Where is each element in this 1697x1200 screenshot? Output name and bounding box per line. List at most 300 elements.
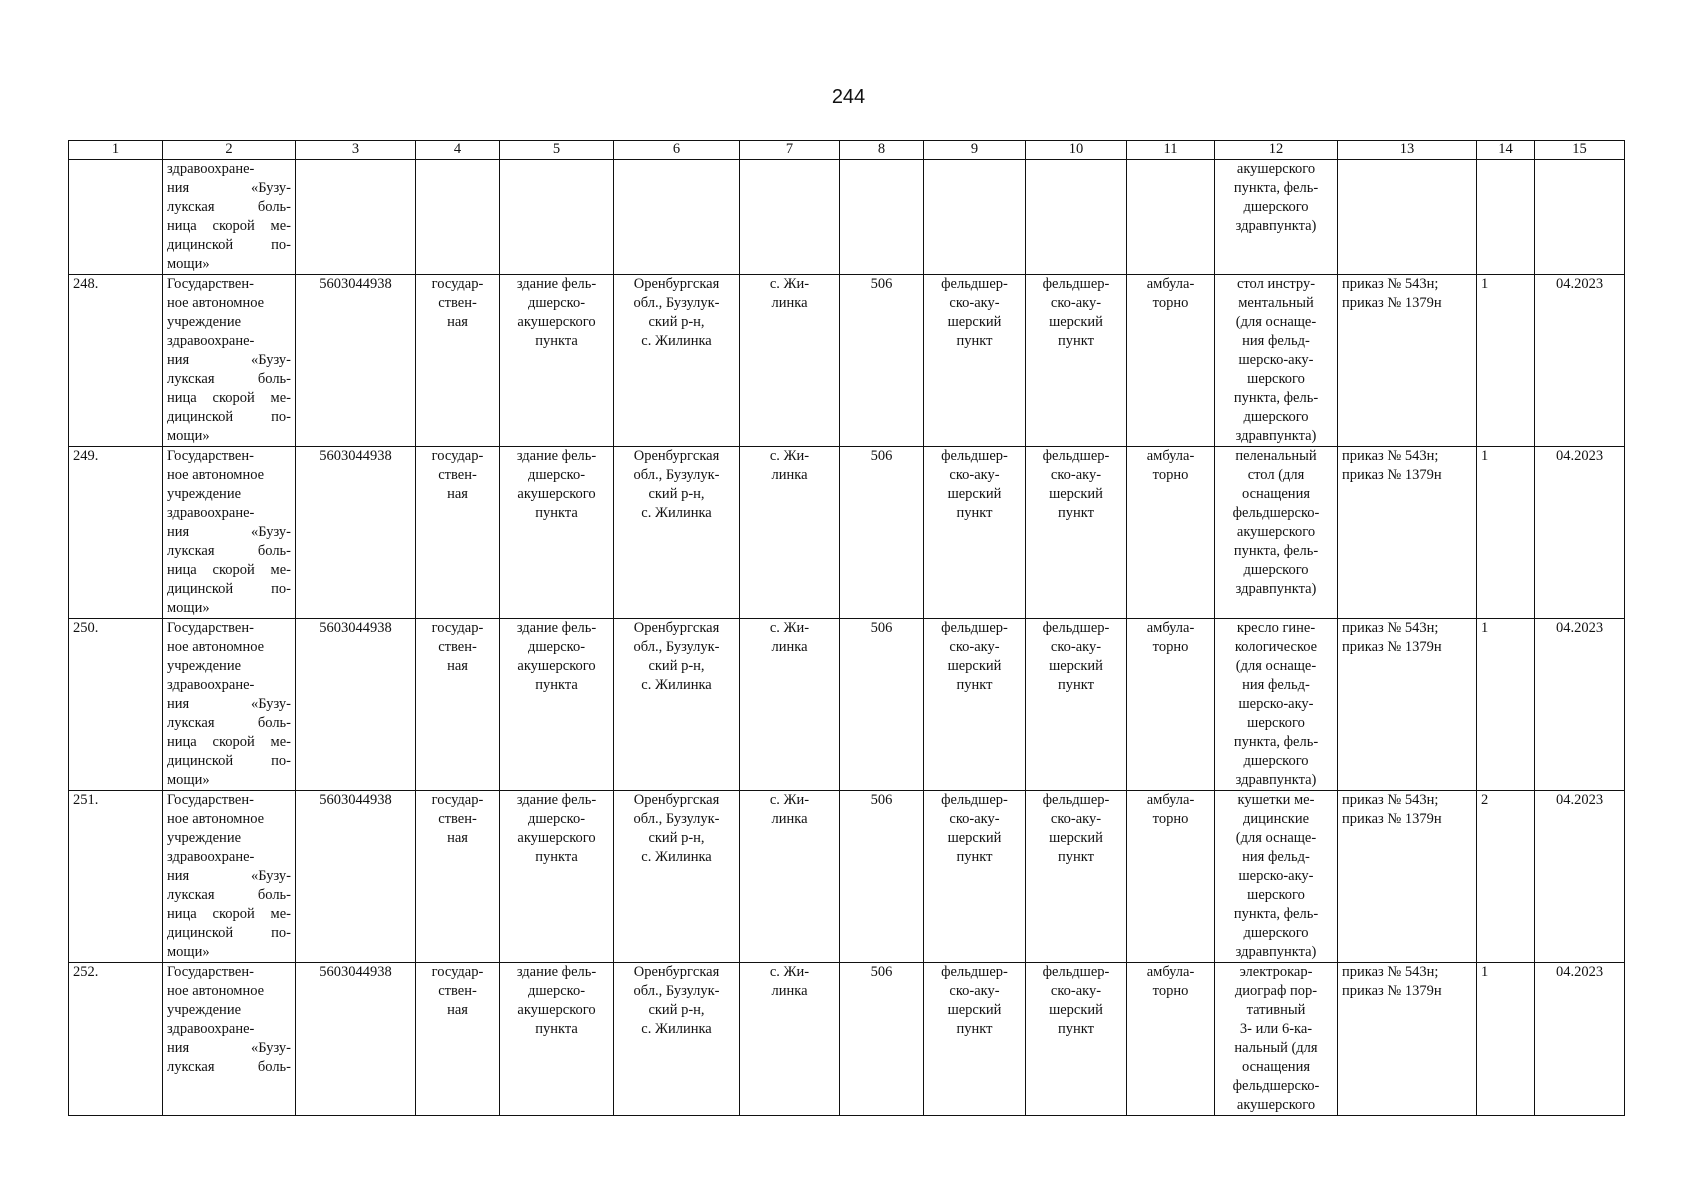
cell-line: с. Жи- <box>769 964 810 980</box>
cell-line: ский р-н, <box>648 1002 705 1018</box>
cell-line: нальный (для <box>1234 1040 1318 1056</box>
cell-line: шерский <box>1049 658 1103 674</box>
column-header-8: 8 <box>840 141 924 160</box>
cell-line: Государствен- <box>167 964 254 980</box>
cell-line: ско-аку- <box>1050 467 1102 483</box>
cell-equipment <box>1215 619 1338 791</box>
cell-line: дшерско- <box>527 295 586 311</box>
cell-line: амбула- <box>1146 448 1195 464</box>
cell-line: пункта, фель- <box>1233 543 1319 559</box>
cell-line: пункт <box>1058 677 1094 693</box>
cell-line: кушетки ме- <box>1237 792 1315 808</box>
cell-line: дшерско- <box>527 811 586 827</box>
cell-line: стол инстру- <box>1236 276 1316 292</box>
cell-line: дшерского <box>1243 562 1309 578</box>
cell-num: 251. <box>69 791 163 963</box>
cell-line: пункта <box>535 849 578 865</box>
cell-line: ско-аку- <box>1050 811 1102 827</box>
column-header-11: 11 <box>1127 141 1215 160</box>
cell-object <box>500 791 614 963</box>
cell-line: лукская боль- <box>167 715 291 731</box>
cell-org <box>163 963 296 1116</box>
column-header-14: 14 <box>1477 141 1535 160</box>
column-header-3: 3 <box>296 141 416 160</box>
cell-object <box>500 160 614 275</box>
table-body <box>69 160 1625 1116</box>
table-row <box>69 963 1625 1116</box>
cell-line: здание фель- <box>516 792 597 808</box>
cell-line: государ- <box>431 792 484 808</box>
table-row <box>69 275 1625 447</box>
cell-line: дшерско- <box>527 983 586 999</box>
cell-line: Оренбургская <box>633 964 720 980</box>
cell-line: линка <box>771 467 808 483</box>
cell-qty: 2 <box>1477 791 1535 963</box>
cell-line: акушерского <box>1236 524 1316 540</box>
cell-line: ния фельд- <box>1242 677 1310 693</box>
cell-settlement <box>740 791 840 963</box>
cell-line: пункта, фель- <box>1233 734 1319 750</box>
cell-line: дицинской по- <box>167 581 291 597</box>
cell-line: Оренбургская <box>633 448 720 464</box>
cell-address <box>614 619 740 791</box>
cell-line: фельдшер- <box>941 448 1008 464</box>
cell-line: амбула- <box>1146 276 1195 292</box>
cell-basis <box>1338 619 1477 791</box>
cell-line: торно <box>1152 467 1189 483</box>
cell-line: пункт <box>1058 849 1094 865</box>
cell-line: оснащения <box>1241 486 1311 502</box>
cell-line: мощи» <box>167 256 210 272</box>
cell-line: шерский <box>947 314 1002 330</box>
table-row <box>69 447 1625 619</box>
column-header-10: 10 <box>1026 141 1127 160</box>
cell-type2 <box>1026 791 1127 963</box>
cell-line: с. Жилинка <box>641 333 712 349</box>
cell-line: здравоохране- <box>167 505 255 521</box>
cell-qty: 1 <box>1477 619 1535 791</box>
cell-type2 <box>1026 963 1127 1116</box>
cell-line: с. Жи- <box>769 276 810 292</box>
cell-line: пункт <box>1058 505 1094 521</box>
cell-line: дицинской по- <box>167 409 291 425</box>
cell-line: государ- <box>431 276 484 292</box>
cell-line: ная <box>447 486 468 502</box>
cell-line: шерско-аку- <box>1238 868 1314 884</box>
cell-line: с. Жилинка <box>641 505 712 521</box>
cell-line: ница скорой ме- <box>167 390 291 406</box>
cell-ownership <box>416 275 500 447</box>
column-number-row <box>69 141 1625 160</box>
cell-settlement <box>740 160 840 275</box>
cell-inn: 5603044938 <box>296 791 416 963</box>
cell-basis <box>1338 791 1477 963</box>
column-header-15: 15 <box>1535 141 1625 160</box>
cell-line: здравпункта) <box>1235 772 1317 788</box>
cell-line: лукская боль- <box>167 371 291 387</box>
cell-type1 <box>924 619 1026 791</box>
cell-qty: 1 <box>1477 447 1535 619</box>
cell-line: ствен- <box>438 811 477 827</box>
cell-line: шерский <box>1049 1002 1103 1018</box>
table-row <box>69 791 1625 963</box>
cell-num <box>69 160 163 275</box>
cell-line: учреждение <box>167 1002 242 1018</box>
cell-line: ствен- <box>438 295 477 311</box>
cell-org <box>163 160 296 275</box>
column-header-2: 2 <box>163 141 296 160</box>
cell-org <box>163 791 296 963</box>
cell-line: фельдшер- <box>941 964 1008 980</box>
cell-line: учреждение <box>167 658 242 674</box>
cell-line: Государствен- <box>167 792 254 808</box>
cell-care <box>1127 275 1215 447</box>
cell-line: с. Жи- <box>769 792 810 808</box>
cell-line: ский р-н, <box>648 314 705 330</box>
cell-line: здравпункта) <box>1235 428 1317 444</box>
cell-line: обл., Бузулук- <box>633 639 720 655</box>
cell-code: 506 <box>840 791 924 963</box>
cell-type1 <box>924 275 1026 447</box>
cell-line: ное автономное <box>167 467 265 483</box>
cell-line: ско-аку- <box>949 295 1000 311</box>
cell-line: ная <box>447 314 468 330</box>
cell-inn <box>296 160 416 275</box>
cell-line: ско-аку- <box>1050 983 1102 999</box>
cell-line: ния «Бузу- <box>167 1040 291 1056</box>
cell-line: акушерского <box>517 830 596 846</box>
cell-line: пункт <box>956 677 993 693</box>
cell-line: здание фель- <box>516 964 597 980</box>
cell-line: фельдшер- <box>1042 792 1110 808</box>
cell-line: ное автономное <box>167 639 265 655</box>
cell-type2 <box>1026 447 1127 619</box>
cell-line: шерского <box>1247 371 1305 387</box>
cell-line: ско-аку- <box>949 639 1000 655</box>
cell-line: линка <box>771 811 808 827</box>
cell-line: акушерского <box>517 486 596 502</box>
cell-line: 3- или 6-ка- <box>1239 1021 1313 1037</box>
cell-line: обл., Бузулук- <box>633 811 720 827</box>
cell-address <box>614 160 740 275</box>
cell-line: ский р-н, <box>648 658 705 674</box>
cell-line: пункта <box>535 677 578 693</box>
cell-line: (для оснаще- <box>1235 830 1317 846</box>
cell-line: Государствен- <box>167 448 254 464</box>
cell-line: ментальный <box>1238 295 1314 311</box>
cell-equipment <box>1215 160 1338 275</box>
cell-line: учреждение <box>167 486 242 502</box>
cell-line: ствен- <box>438 639 477 655</box>
cell-line: здравпункта) <box>1235 218 1317 234</box>
cell-type2 <box>1026 160 1127 275</box>
cell-line: шерский <box>947 1002 1002 1018</box>
cell-line: мощи» <box>167 600 210 616</box>
cell-ownership <box>416 160 500 275</box>
cell-line: акушерского <box>1236 1097 1316 1113</box>
cell-line: тативный <box>1246 1002 1306 1018</box>
cell-line: приказ № 1379н <box>1342 811 1442 827</box>
cell-line: пункт <box>1058 333 1094 349</box>
cell-line: пункт <box>956 505 993 521</box>
cell-type2 <box>1026 619 1127 791</box>
cell-settlement <box>740 619 840 791</box>
cell-line: ско-аку- <box>949 811 1000 827</box>
cell-line: Оренбургская <box>633 276 720 292</box>
cell-basis <box>1338 447 1477 619</box>
cell-line: ния фельд- <box>1242 333 1310 349</box>
cell-line: ния «Бузу- <box>167 696 291 712</box>
cell-inn: 5603044938 <box>296 447 416 619</box>
cell-care <box>1127 963 1215 1116</box>
cell-basis <box>1338 963 1477 1116</box>
cell-qty: 1 <box>1477 963 1535 1116</box>
cell-object <box>500 619 614 791</box>
cell-line: приказ № 543н; <box>1342 620 1439 636</box>
cell-line: здравоохране- <box>167 677 255 693</box>
cell-type1 <box>924 963 1026 1116</box>
cell-settlement <box>740 963 840 1116</box>
cell-line: приказ № 1379н <box>1342 983 1442 999</box>
cell-line: пункта, фель- <box>1233 390 1319 406</box>
cell-line: фельдшер- <box>941 276 1008 292</box>
cell-line: дшерско- <box>527 639 586 655</box>
cell-equipment <box>1215 963 1338 1116</box>
cell-line: пункта <box>535 333 578 349</box>
cell-line: ная <box>447 658 468 674</box>
cell-line: ско-аку- <box>949 467 1000 483</box>
cell-line: амбула- <box>1146 620 1195 636</box>
cell-line: пункт <box>1058 1021 1094 1037</box>
cell-qty <box>1477 160 1535 275</box>
cell-line: ница скорой ме- <box>167 562 291 578</box>
cell-line: государ- <box>431 620 484 636</box>
cell-line: мощи» <box>167 772 210 788</box>
cell-line: дицинские <box>1242 811 1310 827</box>
cell-basis <box>1338 160 1477 275</box>
column-header-1: 1 <box>69 141 163 160</box>
cell-line: приказ № 543н; <box>1342 276 1439 292</box>
cell-org <box>163 447 296 619</box>
cell-num: 250. <box>69 619 163 791</box>
cell-line: оснащения <box>1241 1059 1311 1075</box>
cell-inn: 5603044938 <box>296 963 416 1116</box>
cell-equipment <box>1215 275 1338 447</box>
cell-code: 506 <box>840 275 924 447</box>
cell-line: учреждение <box>167 314 242 330</box>
cell-settlement <box>740 447 840 619</box>
cell-code: 506 <box>840 963 924 1116</box>
column-header-5: 5 <box>500 141 614 160</box>
cell-line: торно <box>1152 983 1189 999</box>
cell-line: с. Жилинка <box>641 849 712 865</box>
cell-type2 <box>1026 275 1127 447</box>
cell-line: с. Жилинка <box>641 677 712 693</box>
cell-num: 248. <box>69 275 163 447</box>
cell-line: здравоохране- <box>167 161 255 177</box>
cell-object <box>500 963 614 1116</box>
cell-care <box>1127 619 1215 791</box>
cell-line: учреждение <box>167 830 242 846</box>
cell-ownership <box>416 447 500 619</box>
column-header-9: 9 <box>924 141 1026 160</box>
cell-line: приказ № 1379н <box>1342 467 1442 483</box>
cell-date: 04.2023 <box>1535 791 1625 963</box>
cell-date: 04.2023 <box>1535 447 1625 619</box>
column-header-13: 13 <box>1338 141 1477 160</box>
cell-address <box>614 447 740 619</box>
cell-line: шерский <box>947 830 1002 846</box>
cell-line: пункт <box>956 1021 993 1037</box>
cell-date: 04.2023 <box>1535 275 1625 447</box>
cell-line: ский р-н, <box>648 830 705 846</box>
cell-line: торно <box>1152 811 1189 827</box>
cell-line: ния «Бузу- <box>167 868 291 884</box>
cell-line: линка <box>771 295 808 311</box>
cell-code: 506 <box>840 619 924 791</box>
cell-line: акушерского <box>517 658 596 674</box>
cell-line: шерский <box>947 486 1002 502</box>
cell-line: Государствен- <box>167 276 254 292</box>
cell-line: лукская боль- <box>167 199 291 215</box>
cell-line: обл., Бузулук- <box>633 467 720 483</box>
cell-type1 <box>924 447 1026 619</box>
cell-line: приказ № 543н; <box>1342 964 1439 980</box>
cell-line: ния «Бузу- <box>167 352 291 368</box>
cell-line: приказ № 1379н <box>1342 639 1442 655</box>
cell-line: государ- <box>431 964 484 980</box>
cell-care <box>1127 447 1215 619</box>
cell-date: 04.2023 <box>1535 963 1625 1116</box>
cell-line: амбула- <box>1146 964 1195 980</box>
cell-line: приказ № 543н; <box>1342 448 1439 464</box>
cell-line: с. Жи- <box>769 448 810 464</box>
cell-ownership <box>416 963 500 1116</box>
cell-type1 <box>924 791 1026 963</box>
cell-num: 249. <box>69 447 163 619</box>
cell-line: кресло гине- <box>1236 620 1316 636</box>
cell-inn: 5603044938 <box>296 619 416 791</box>
cell-line: ница скорой ме- <box>167 734 291 750</box>
cell-line: ния «Бузу- <box>167 524 291 540</box>
cell-line: здравоохране- <box>167 1021 255 1037</box>
cell-care <box>1127 791 1215 963</box>
cell-line: здание фель- <box>516 448 597 464</box>
cell-line: ная <box>447 1002 468 1018</box>
cell-settlement <box>740 275 840 447</box>
cell-line: ско-аку- <box>1050 295 1102 311</box>
cell-line: дшерско- <box>527 467 586 483</box>
cell-line: здравоохране- <box>167 849 255 865</box>
cell-line: фельдшер- <box>941 620 1008 636</box>
cell-line: амбула- <box>1146 792 1195 808</box>
cell-line: пункт <box>956 333 993 349</box>
column-header-6: 6 <box>614 141 740 160</box>
cell-line: фельдшер- <box>1042 448 1110 464</box>
cell-line: пеленальный <box>1235 448 1317 464</box>
cell-line: здание фель- <box>516 620 597 636</box>
cell-line: дицинской по- <box>167 237 291 253</box>
cell-line: Оренбургская <box>633 792 720 808</box>
cell-date: 04.2023 <box>1535 619 1625 791</box>
cell-ownership <box>416 791 500 963</box>
cell-line: обл., Бузулук- <box>633 983 720 999</box>
cell-line: Государствен- <box>167 620 254 636</box>
cell-line: здравпункта) <box>1235 944 1317 960</box>
cell-line: мощи» <box>167 944 210 960</box>
cell-line: линка <box>771 983 808 999</box>
cell-line: государ- <box>431 448 484 464</box>
cell-line: акушерского <box>517 314 596 330</box>
cell-line: стол (для <box>1247 467 1305 483</box>
cell-line: торно <box>1152 639 1189 655</box>
cell-line: электрокар- <box>1239 964 1313 980</box>
cell-code: 506 <box>840 447 924 619</box>
cell-line: шерский <box>1049 830 1103 846</box>
cell-code <box>840 160 924 275</box>
table-row <box>69 619 1625 791</box>
cell-equipment <box>1215 447 1338 619</box>
cell-line: пункта, фель- <box>1233 180 1319 196</box>
cell-line: ствен- <box>438 983 477 999</box>
table-row <box>69 160 1625 275</box>
cell-line: дшерского <box>1243 925 1309 941</box>
cell-line: фельдшер- <box>1042 964 1110 980</box>
page-number: 244 <box>831 86 866 108</box>
cell-type1 <box>924 160 1026 275</box>
cell-line: шерский <box>1049 486 1103 502</box>
cell-line: ное автономное <box>167 295 265 311</box>
cell-line: лукская боль- <box>167 1059 291 1075</box>
cell-inn: 5603044938 <box>296 275 416 447</box>
cell-object <box>500 447 614 619</box>
cell-address <box>614 791 740 963</box>
cell-line: дшерского <box>1243 409 1309 425</box>
cell-line: шерско-аку- <box>1238 352 1314 368</box>
cell-basis <box>1338 275 1477 447</box>
cell-line: ско-аку- <box>949 983 1000 999</box>
cell-line: линка <box>771 639 808 655</box>
cell-line: ния «Бузу- <box>167 180 291 196</box>
cell-line: шерский <box>1049 314 1103 330</box>
cell-line: дшерского <box>1243 199 1309 215</box>
cell-line: ния фельд- <box>1242 849 1310 865</box>
cell-line: фельдшерско- <box>1232 505 1320 521</box>
cell-line: ное автономное <box>167 811 265 827</box>
cell-line: пункта, фель- <box>1233 906 1319 922</box>
cell-line: фельдшер- <box>941 792 1008 808</box>
cell-line: ница скорой ме- <box>167 218 291 234</box>
cell-address <box>614 963 740 1116</box>
cell-line: акушерского <box>517 1002 596 1018</box>
cell-line: с. Жилинка <box>641 1021 712 1037</box>
cell-line: диограф пор- <box>1234 983 1318 999</box>
cell-line: приказ № 1379н <box>1342 295 1442 311</box>
cell-line: приказ № 543н; <box>1342 792 1439 808</box>
cell-address <box>614 275 740 447</box>
cell-line: пункта <box>535 505 578 521</box>
cell-object <box>500 275 614 447</box>
cell-line: торно <box>1152 295 1189 311</box>
cell-num: 252. <box>69 963 163 1116</box>
column-header-4: 4 <box>416 141 500 160</box>
cell-line: пункта <box>535 1021 578 1037</box>
cell-line: (для оснаще- <box>1235 658 1317 674</box>
cell-line: шерский <box>947 658 1002 674</box>
cell-date <box>1535 160 1625 275</box>
cell-org <box>163 275 296 447</box>
cell-line: дшерского <box>1243 753 1309 769</box>
